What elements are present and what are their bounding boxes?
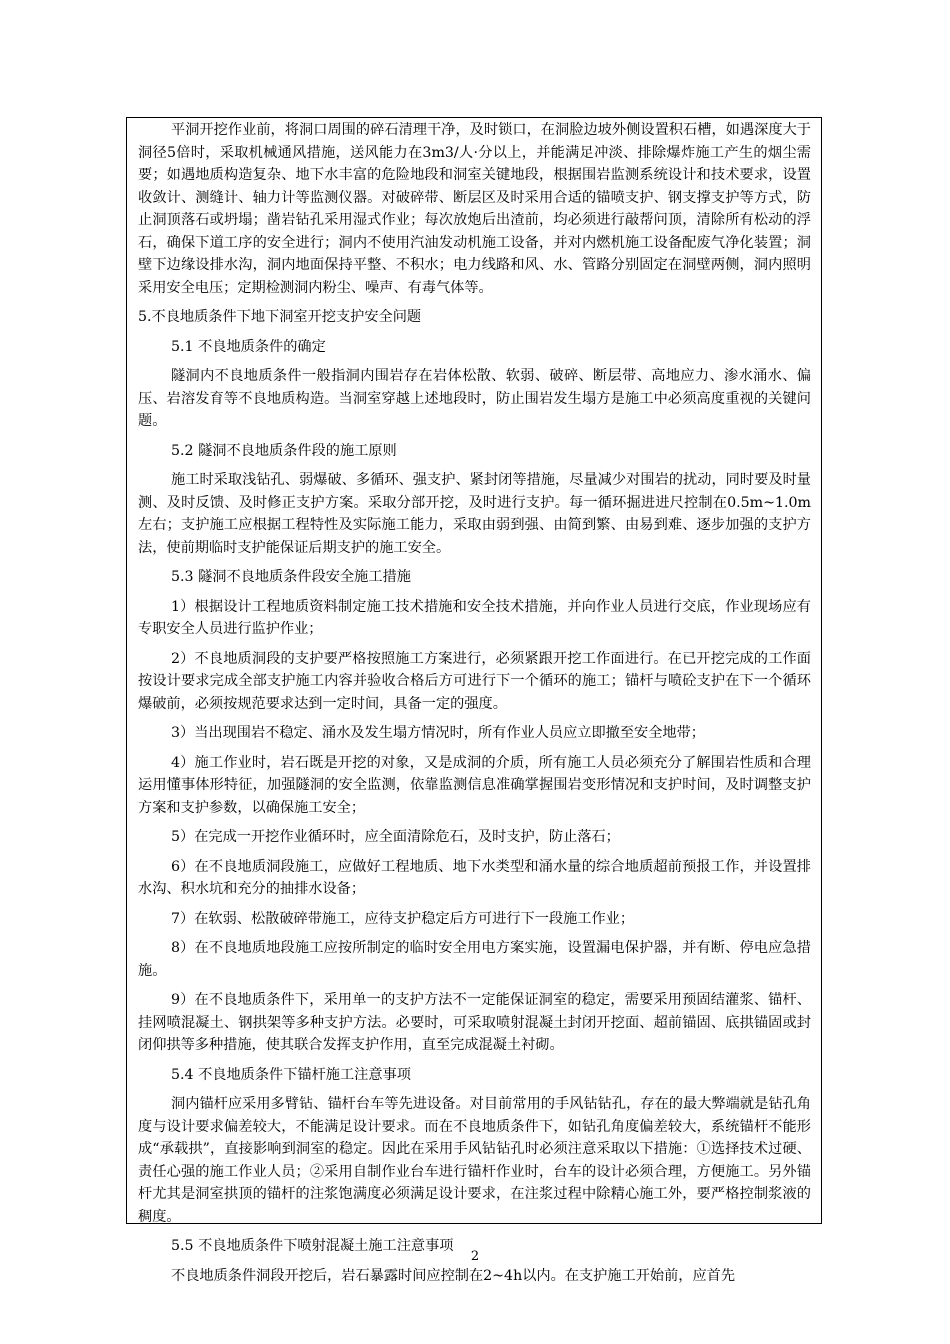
paragraph-5-5: 不良地质条件洞段开挖后，岩石暴露时间应控制在2~4h以内。在支护施工开始前，应首先 bbox=[171, 1267, 736, 1284]
heading-section-5-4: 5.4 不良地质条件下锚杆施工注意事项 bbox=[171, 1066, 411, 1083]
content-frame bbox=[126, 117, 822, 1284]
heading-section-5-5: 5.5 不良地质条件下喷射混凝土施工注意事项 bbox=[171, 1238, 454, 1254]
document-body bbox=[127, 119, 821, 1287]
list-item-1: 1）根据设计工程地质资料制定施工技术措施和安全技术措施，并向作业人员进行交底，作业现场应有专职安全人员进行监护作业； bbox=[138, 598, 811, 637]
paragraph-5-2: 施工时采取浅钻孔、弱爆破、多循环、强支护、紧封闭等措施，尽量减少对围岩的扰动，同时要及时量测、及时反馈、及时修正支护方案。采取分部开挖，及时进行支护。每一循环掘进进尺控制在0.5m~1.0m左右；支护施工应根据工程特性及实际施工能力，采取由弱到强、由简到繁、由易到难、逐步加强的支护方法，使前期临时支护能保证后期支护的施工安全。 bbox=[138, 472, 811, 556]
list-item-6: 6）在不良地质洞段施工，应做好工程地质、地下水类型和涌水量的综合地质超前预报工作，并设置排水沟、积水坑和充分的抽排水设备； bbox=[138, 858, 811, 897]
list-item-9: 9）在不良地质条件下，采用单一的支护方法不一定能保证洞室的稳定，需要采用预固结灌浆、锚杆、挂网喷混凝土、钢拱架等多种支护方法。必要时，可采取喷射混凝土封闭开挖面、超前锚固、底拱锚固或封闭仰拱等多种措施，使其联合发挥支护作用，直至完成混凝土衬砌。 bbox=[138, 992, 811, 1053]
list-item-8: 8）在不良地质地段施工应按所制定的临时安全用电方案实施，设置漏电保护器，并有断、停电应急措施。 bbox=[138, 940, 811, 979]
list-item-7: 7）在软弱、松散破碎带施工，应待支护稳定后方可进行下一段施工作业； bbox=[171, 910, 635, 927]
paragraph-5-4: 洞内锚杆应采用多臂钻、锚杆台车等先进设备。对目前常用的手风钻钻孔，存在的最大弊端就是钻孔角度与设计要求偏差较大，不能满足设计要求。而在不良地质条件下，如钻孔角度偏差较大，系统锚杆不能形成“承载拱”，直接影响到洞室的稳定。因此在采用手风钻钻孔时必须注意采取以下措施：①选择技术过硬、责任心强的施工作业人员；②采用自制作业台车进行锚杆作业时，台车的设计必须合理，方便施工。另外锚杆尤其是洞室拱顶的锚杆的注浆饱满度必须满足设计要求，在注浆过程中除精心施工外，要严格控制浆液的稠度。 bbox=[138, 1096, 811, 1225]
list-item-5: 5）在完成一开挖作业循环时，应全面清除危石，及时支护，防止落石； bbox=[171, 829, 620, 845]
heading-section-5-2: 5.2 隧洞不良地质条件段的施工原则 bbox=[171, 442, 397, 459]
heading-section-5-3: 5.3 隧洞不良地质条件段安全施工措施 bbox=[171, 569, 411, 585]
list-item-3: 3）当出现围岩不稳定、涌水及发生塌方情况时，所有作业人员应立即撤至安全地带； bbox=[171, 725, 705, 741]
heading-section-5-1: 5.1 不良地质条件的确定 bbox=[171, 338, 326, 355]
heading-section-5: 5.不良地质条件下地下洞室开挖支护安全问题 bbox=[138, 309, 422, 325]
page-number: 2 bbox=[470, 1249, 480, 1264]
paragraph-tunnel-excavation: 平洞开挖作业前，将洞口周围的碎石清理干净，及时锁口，在洞脸边坡外侧设置积石槽，如遇深度大于洞径5倍时，采取机械通风措施，送风能力在3m3/人·分以上，并能满足冲淡、排除爆炸施工产生的烟尘需要；如遇地质构造复杂、地下水丰富的危险地段和洞室关键地段，根据围岩监测系统设计和技术要求，设置收敛计、测缝计、轴力计等监测仪器。对破碎带、断层区及时采用合适的锚喷支护、钢支撑支护等方式，防止洞顶落石或坍塌；凿岩钻孔采用湿式作业；每次放炮后出渣前，均必须进行敲帮问顶，清除所有松动的浮石，确保下道工序的安全进行；洞内不使用汽油发动机施工设备，并对内燃机施工设备配废气净化装置；洞壁下边缘设排水沟，洞内地面保持平整、不积水；电力线路和风、水、管路分别固定在洞壁两侧，洞内照明采用安全电压；定期检测洞内粉尘、噪声、有毒气体等。 bbox=[138, 122, 811, 296]
list-item-4: 4）施工作业时，岩石既是开挖的对象，又是成洞的介质，所有施工人员必须充分了解围岩性质和合理运用懂事体形特征，加强隧洞的安全监测，依靠监测信息准确掌握围岩变形情况和支护时间，及时调整支护方案和支护参数，以确保施工安全； bbox=[138, 754, 811, 816]
list-item-2: 2）不良地质洞段的支护要严格按照施工方案进行，必须紧跟开挖工作面进行。在已开挖完成的工作面按设计要求完成全部支护施工内容并验收合格后方可进行下一个循环的施工；锚杆与喷砼支护在下一个循环爆破前，必须按规范要求达到一定时间，具备一定的强度。 bbox=[138, 650, 811, 712]
paragraph-5-1: 隧洞内不良地质条件一般指洞内围岩存在岩体松散、软弱、破碎、断层带、高地应力、渗水涌水、偏压、岩溶发育等不良地质构造。当洞室穿越上述地段时，防止围岩发生塌方是施工中必须高度重视的关键问题。 bbox=[138, 368, 811, 429]
